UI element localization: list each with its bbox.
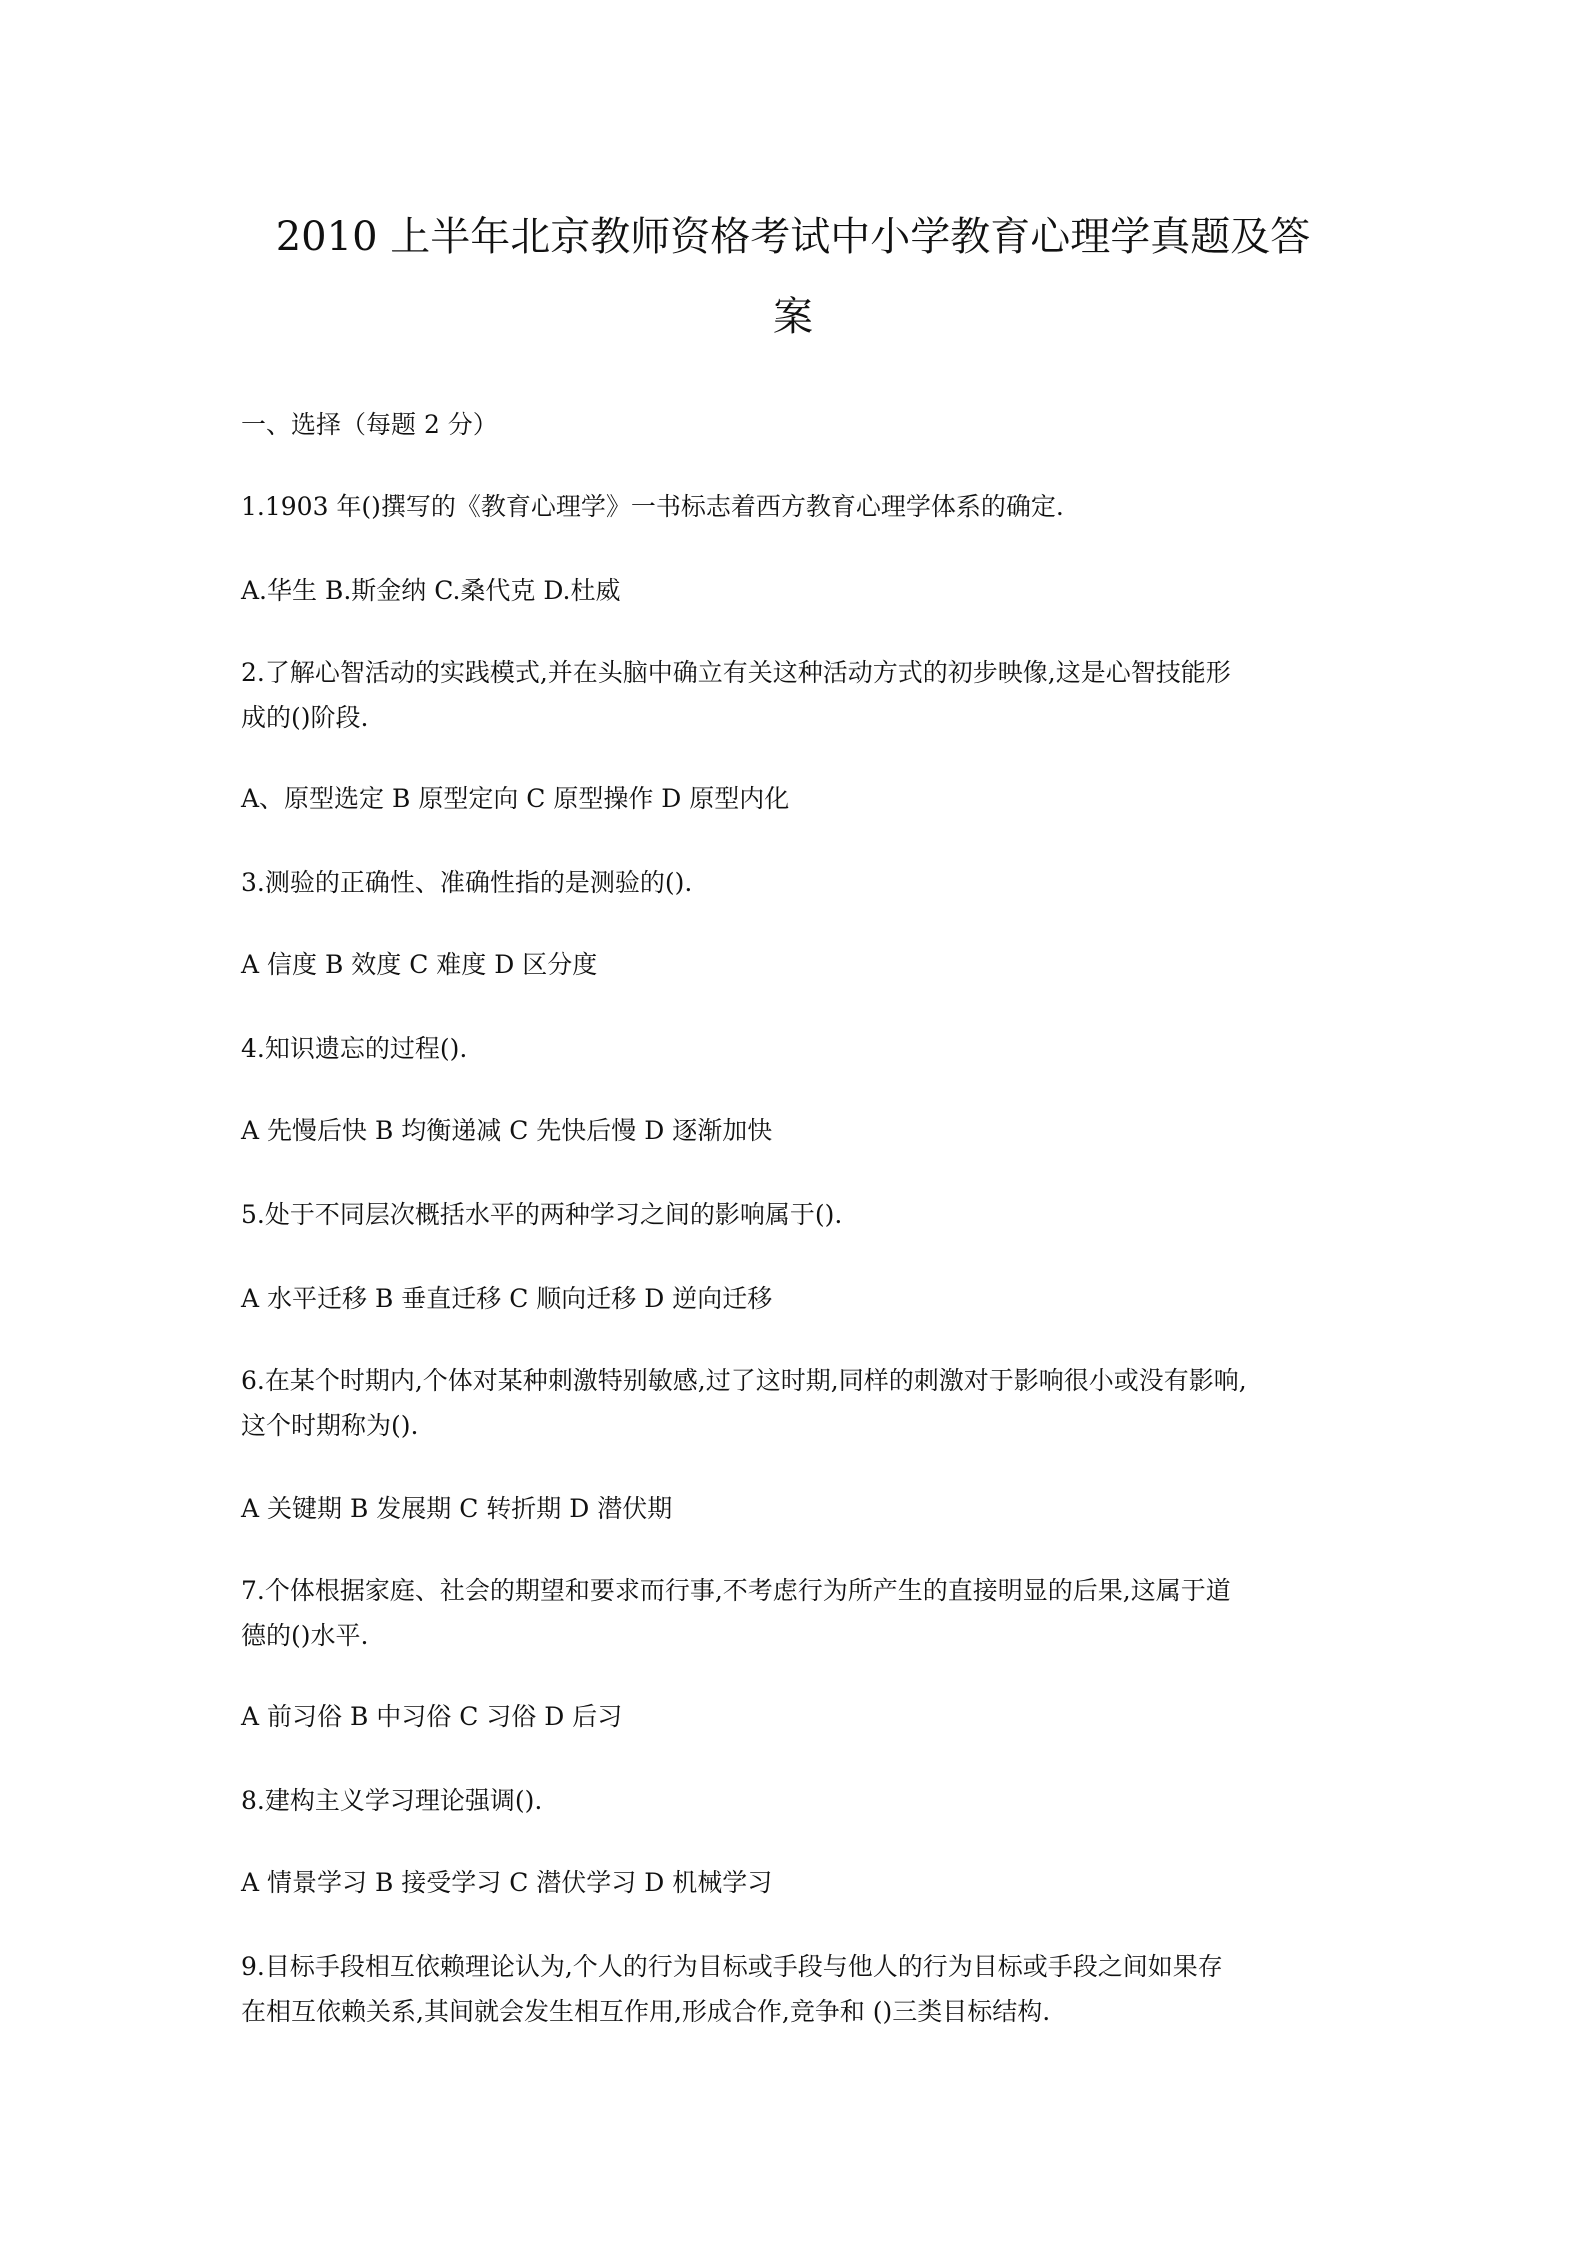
- document-title-line-2: 案: [773, 294, 813, 340]
- question-4-options: A 先慢后快 B 均衡递减 C 先快后慢 D 逐渐加快: [241, 1116, 773, 1145]
- question-9-stem-line-1: 9.目标手段相互依赖理论认为,个人的行为目标或手段与他人的行为目标或手段之间如果存: [241, 1952, 1223, 1981]
- question-6-stem-line-1: 6.在某个时期内,个体对某种刺激特别敏感,过了这时期,同样的刺激对于影响很小或没有影响,: [241, 1366, 1247, 1395]
- question-2-stem-line-2: 成的()阶段.: [241, 703, 369, 732]
- question-7-stem-line-1: 7.个体根据家庭、社会的期望和要求而行事,不考虑行为所产生的直接明显的后果,这属于道: [241, 1576, 1231, 1605]
- question-4-stem: 4.知识遗忘的过程().: [241, 1034, 468, 1063]
- question-7-options: A 前习俗 B 中习俗 C 习俗 D 后习: [241, 1702, 623, 1731]
- section-heading: 一、选择（每题 2 分）: [241, 410, 498, 439]
- question-2-options: A、原型选定 B 原型定向 C 原型操作 D 原型内化: [241, 784, 790, 813]
- question-6-stem-line-2: 这个时期称为().: [241, 1411, 419, 1440]
- question-9-stem-line-2: 在相互依赖关系,其间就会发生相互作用,形成合作,竞争和 ()三类目标结构.: [241, 1997, 1051, 2026]
- question-6-options: A 关键期 B 发展期 C 转折期 D 潜伏期: [241, 1494, 673, 1523]
- question-3-stem: 3.测验的正确性、准确性指的是测验的().: [241, 868, 693, 897]
- question-5-options: A 水平迁移 B 垂直迁移 C 顺向迁移 D 逆向迁移: [241, 1284, 773, 1313]
- question-1-options: A.华生 B.斯金纳 C.桑代克 D.杜威: [241, 576, 621, 605]
- question-2-stem-line-1: 2.了解心智活动的实践模式,并在头脑中确立有关这种活动方式的初步映像,这是心智技能形: [241, 658, 1231, 687]
- question-7-stem-line-2: 德的()水平.: [241, 1621, 369, 1650]
- document-title-line-1: 2010 上半年北京教师资格考试中小学教育心理学真题及答: [275, 214, 1311, 260]
- question-3-options: A 信度 B 效度 C 难度 D 区分度: [241, 950, 598, 979]
- question-8-options: A 情景学习 B 接受学习 C 潜伏学习 D 机械学习: [241, 1868, 773, 1897]
- question-1-stem: 1.1903 年()撰写的《教育心理学》一书标志着西方教育心理学体系的确定.: [241, 492, 1064, 521]
- question-5-stem: 5.处于不同层次概括水平的两种学习之间的影响属于().: [241, 1200, 843, 1229]
- question-8-stem: 8.建构主义学习理论强调().: [241, 1786, 543, 1815]
